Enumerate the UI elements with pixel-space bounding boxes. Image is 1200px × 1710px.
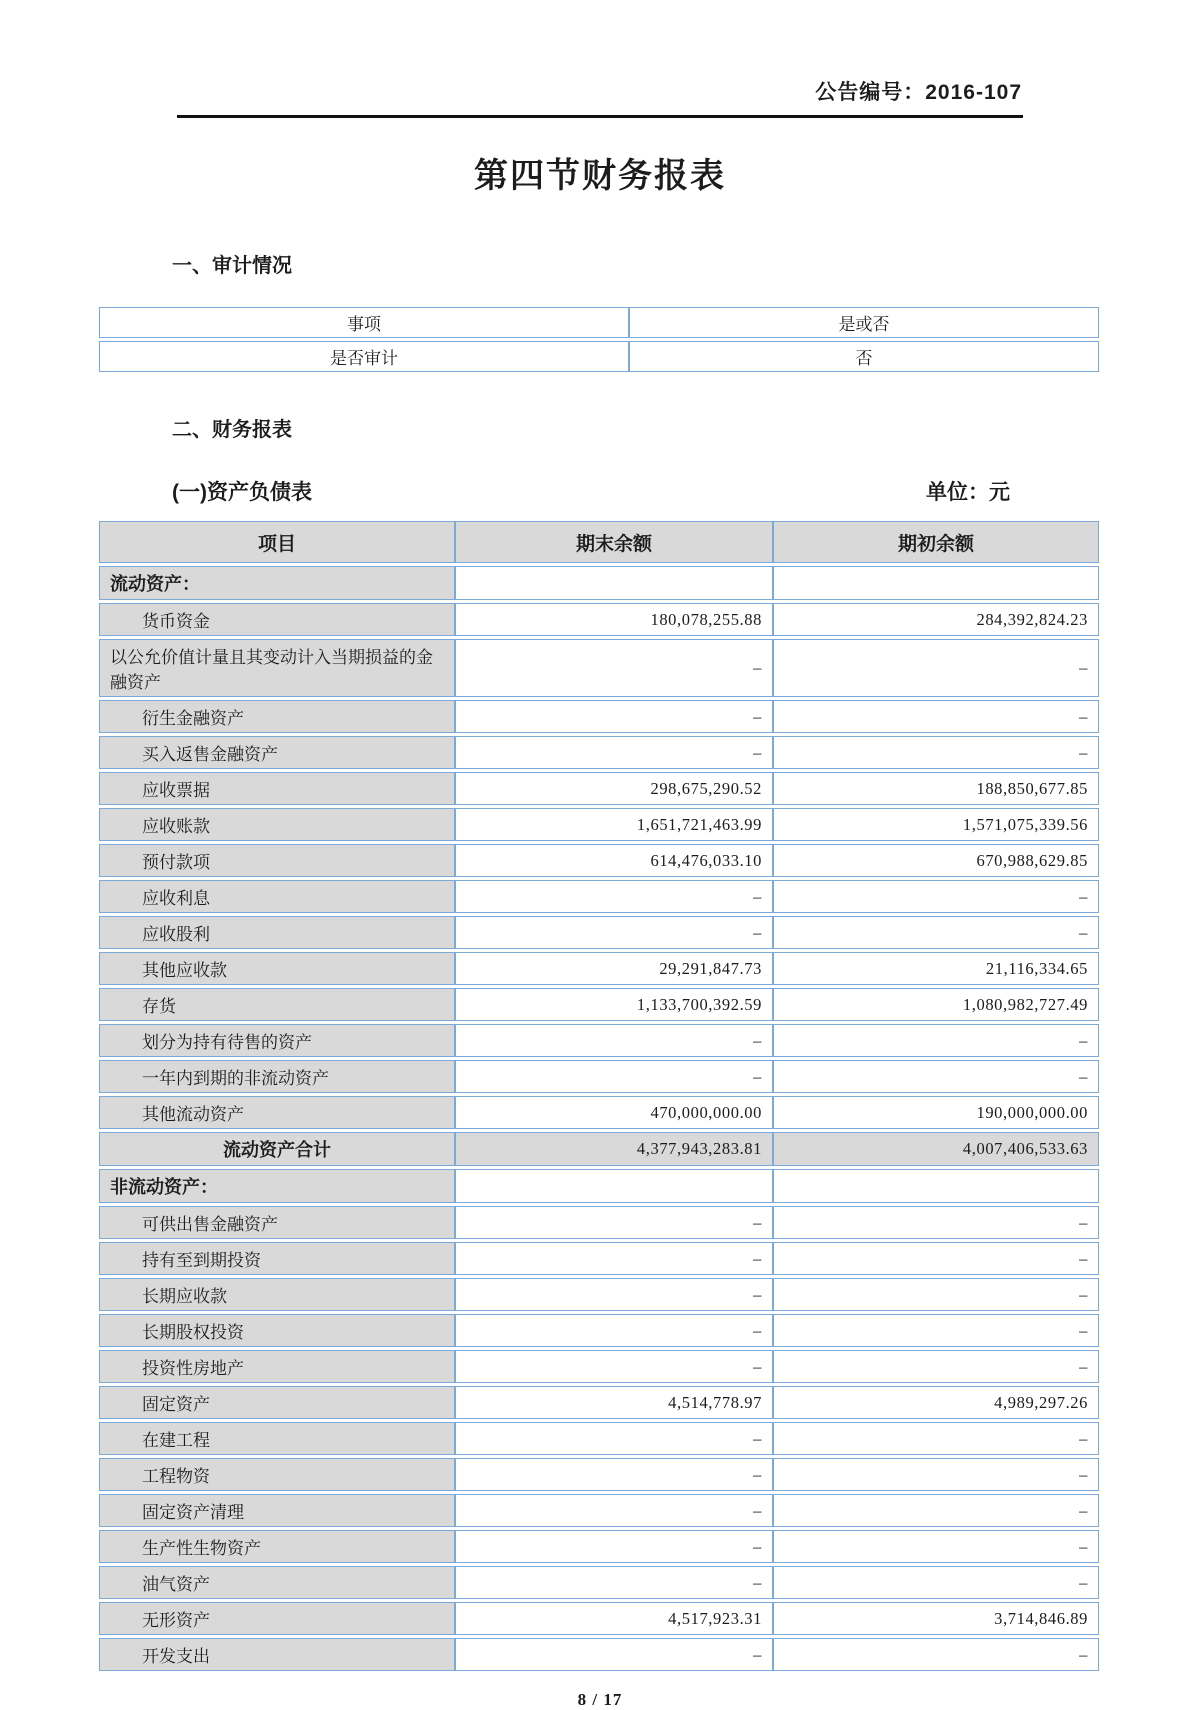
item-cell: 衍生金融资产 (99, 700, 455, 733)
item-cell: 以公允价值计量且其变动计入当期损益的金融资产 (99, 639, 455, 697)
begin-balance-cell: – (773, 1566, 1099, 1599)
end-balance-cell: 4,377,943,283.81 (455, 1132, 773, 1166)
end-balance-cell: – (455, 1060, 773, 1093)
item-cell: 非流动资产： (99, 1169, 455, 1203)
begin-balance-cell: 190,000,000.00 (773, 1096, 1099, 1129)
item-cell: 货币资金 (99, 603, 455, 636)
begin-balance-cell: – (773, 1278, 1099, 1311)
table-row (99, 1060, 1099, 1093)
item-cell: 应收股利 (99, 916, 455, 949)
item-cell: 开发支出 (99, 1638, 455, 1671)
begin-balance-cell: – (773, 1458, 1099, 1491)
page-title: 第四节财务报表 (474, 157, 726, 195)
item-cell: 应收票据 (99, 772, 455, 805)
end-balance-cell: – (455, 639, 773, 697)
table-row (99, 700, 1099, 733)
end-balance-cell: – (455, 1494, 773, 1527)
table-row (99, 1530, 1099, 1563)
item-cell: 可供出售金融资产 (99, 1206, 455, 1239)
balance-sheet-table (99, 518, 1099, 1674)
audit-cell-matter: 是否审计 (99, 341, 629, 372)
table-row (99, 1096, 1099, 1129)
audit-cell-answer: 否 (629, 341, 1099, 372)
begin-balance-cell: – (773, 1530, 1099, 1563)
table-row (99, 603, 1099, 636)
table-row (99, 1242, 1099, 1275)
item-cell: 长期应收款 (99, 1278, 455, 1311)
table-row (99, 566, 1099, 600)
end-balance-cell: – (455, 916, 773, 949)
item-cell: 油气资产 (99, 1566, 455, 1599)
end-balance-cell: 1,133,700,392.59 (455, 988, 773, 1021)
table-row (99, 1169, 1099, 1203)
subsection-row (172, 476, 1100, 506)
table-row (99, 1638, 1099, 1671)
end-balance-cell: – (455, 1206, 773, 1239)
begin-balance-cell: – (773, 1638, 1099, 1671)
announcement-number: 公告编号：2016-107 (815, 81, 1022, 104)
item-cell: 应收利息 (99, 880, 455, 913)
table-row (99, 988, 1099, 1021)
end-balance-cell: 180,078,255.88 (455, 603, 773, 636)
table-row (99, 1422, 1099, 1455)
item-cell: 一年内到期的非流动资产 (99, 1060, 455, 1093)
table-row (99, 916, 1099, 949)
end-balance-cell: 614,476,033.10 (455, 844, 773, 877)
table-row (99, 772, 1099, 805)
begin-balance-cell: – (773, 700, 1099, 733)
begin-balance-cell: – (773, 880, 1099, 913)
audit-table (99, 304, 1099, 375)
table-row (99, 1278, 1099, 1311)
end-balance-cell: – (455, 1024, 773, 1057)
begin-balance-cell: 670,988,629.85 (773, 844, 1099, 877)
end-balance-cell: – (455, 1350, 773, 1383)
end-balance-cell: – (455, 1422, 773, 1455)
end-balance-cell: – (455, 1242, 773, 1275)
end-balance-cell (455, 566, 773, 600)
end-balance-cell: – (455, 700, 773, 733)
begin-balance-cell (773, 566, 1099, 600)
begin-balance-cell: 4,007,406,533.63 (773, 1132, 1099, 1166)
begin-balance-cell: 3,714,846.89 (773, 1602, 1099, 1635)
table-row (99, 1206, 1099, 1239)
begin-balance-cell: 1,080,982,727.49 (773, 988, 1099, 1021)
table-row (99, 1602, 1099, 1635)
begin-balance-cell: – (773, 639, 1099, 697)
item-cell: 流动资产： (99, 566, 455, 600)
begin-balance-cell: 188,850,677.85 (773, 772, 1099, 805)
end-balance-cell: 4,514,778.97 (455, 1386, 773, 1419)
item-cell: 无形资产 (99, 1602, 455, 1635)
balance-sheet-header-row (99, 521, 1099, 563)
begin-balance-cell (773, 1169, 1099, 1203)
end-balance-cell: – (455, 880, 773, 913)
item-cell: 生产性生物资产 (99, 1530, 455, 1563)
table-row (99, 808, 1099, 841)
end-balance-cell: 470,000,000.00 (455, 1096, 773, 1129)
audit-table-header-row (99, 307, 1099, 338)
begin-balance-cell: 21,116,334.65 (773, 952, 1099, 985)
end-balance-cell: – (455, 1278, 773, 1311)
table-row (99, 844, 1099, 877)
begin-balance-cell: 284,392,824.23 (773, 603, 1099, 636)
audit-table-row (99, 341, 1099, 372)
table-row (99, 1024, 1099, 1057)
table-row (99, 736, 1099, 769)
item-cell: 流动资产合计 (99, 1132, 455, 1166)
item-cell: 持有至到期投资 (99, 1242, 455, 1275)
table-row (99, 1458, 1099, 1491)
end-balance-cell: – (455, 1458, 773, 1491)
balance-sheet-title: (一)资产负债表 (172, 481, 312, 504)
end-balance-cell: – (455, 1566, 773, 1599)
column-header-beginning-balance: 期初余额 (773, 521, 1099, 563)
section-heading-audit: 一、审计情况 (172, 255, 292, 277)
item-cell: 工程物资 (99, 1458, 455, 1491)
begin-balance-cell: – (773, 1494, 1099, 1527)
table-row (99, 880, 1099, 913)
begin-balance-cell: – (773, 1024, 1099, 1057)
item-cell: 存货 (99, 988, 455, 1021)
end-balance-cell: – (455, 736, 773, 769)
begin-balance-cell: – (773, 916, 1099, 949)
section-heading-financial: 二、财务报表 (172, 419, 292, 441)
item-cell: 投资性房地产 (99, 1350, 455, 1383)
column-header-ending-balance: 期末余额 (455, 521, 773, 563)
page-number: 8 / 17 (577, 1690, 623, 1709)
begin-balance-cell: – (773, 736, 1099, 769)
audit-header-matter: 事项 (99, 307, 629, 338)
item-cell: 在建工程 (99, 1422, 455, 1455)
begin-balance-cell: 1,571,075,339.56 (773, 808, 1099, 841)
column-header-item: 项目 (99, 521, 455, 563)
end-balance-cell: – (455, 1314, 773, 1347)
table-row (99, 952, 1099, 985)
begin-balance-cell: – (773, 1060, 1099, 1093)
table-row (99, 1386, 1099, 1419)
table-row (99, 1566, 1099, 1599)
item-cell: 固定资产清理 (99, 1494, 455, 1527)
end-balance-cell: 1,651,721,463.99 (455, 808, 773, 841)
audit-header-yesno: 是或否 (629, 307, 1099, 338)
end-balance-cell: – (455, 1530, 773, 1563)
table-row (99, 1314, 1099, 1347)
item-cell: 固定资产 (99, 1386, 455, 1419)
begin-balance-cell: 4,989,297.26 (773, 1386, 1099, 1419)
begin-balance-cell: – (773, 1242, 1099, 1275)
balance-sheet-body (99, 566, 1099, 1671)
begin-balance-cell: – (773, 1314, 1099, 1347)
table-row (99, 1132, 1099, 1166)
end-balance-cell: 29,291,847.73 (455, 952, 773, 985)
end-balance-cell: – (455, 1638, 773, 1671)
item-cell: 划分为持有待售的资产 (99, 1024, 455, 1057)
item-cell: 长期股权投资 (99, 1314, 455, 1347)
begin-balance-cell: – (773, 1350, 1099, 1383)
item-cell: 预付款项 (99, 844, 455, 877)
item-cell: 其他流动资产 (99, 1096, 455, 1129)
table-row (99, 1494, 1099, 1527)
begin-balance-cell: – (773, 1422, 1099, 1455)
end-balance-cell: 4,517,923.31 (455, 1602, 773, 1635)
table-row (99, 1350, 1099, 1383)
item-cell: 其他应收款 (99, 952, 455, 985)
header-divider (177, 115, 1023, 118)
end-balance-cell (455, 1169, 773, 1203)
end-balance-cell: 298,675,290.52 (455, 772, 773, 805)
table-row (99, 639, 1099, 697)
unit-label: 单位：元 (926, 481, 1010, 504)
begin-balance-cell: – (773, 1206, 1099, 1239)
item-cell: 应收账款 (99, 808, 455, 841)
item-cell: 买入返售金融资产 (99, 736, 455, 769)
